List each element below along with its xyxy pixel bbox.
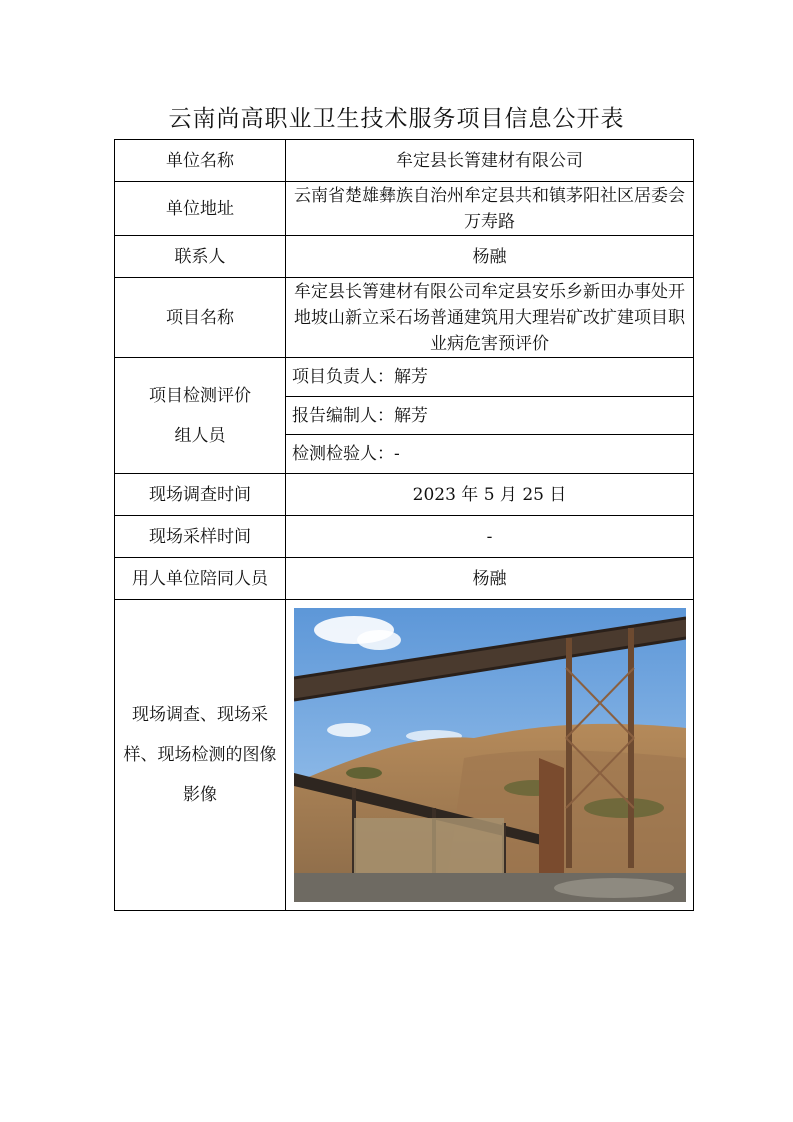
- unit-address-value: 云南省楚雄彝族自治州牟定县共和镇茅阳社区居委会万寿路: [286, 182, 694, 236]
- row-project-name: [115, 278, 694, 358]
- escort-value: 杨融: [286, 558, 694, 600]
- site-photo: [294, 608, 686, 902]
- project-name-value: 牟定县长箐建材有限公司牟定县安乐乡新田办事处开地坡山新立采石场普通建筑用大理岩矿改扩建项目职业病危害预评价: [286, 278, 694, 358]
- row-team-lead: [115, 358, 694, 397]
- project-name-label: 项目名称: [115, 278, 286, 358]
- team-label-line1: 项目检测评价: [149, 385, 251, 406]
- survey-time-value: 2023 年 5 月 25 日: [286, 474, 694, 516]
- images-label: 现场调查、现场采样、现场检测的图像影像: [115, 600, 286, 911]
- team-inspector: 检测检验人：-: [286, 435, 694, 474]
- row-sampling-time: [115, 516, 694, 558]
- team-lead: 项目负责人：解芳: [286, 358, 694, 397]
- row-unit-address: [115, 182, 694, 236]
- contact-label: 联系人: [115, 236, 286, 278]
- images-cell: [286, 600, 694, 911]
- team-writer: 报告编制人：解芳: [286, 397, 694, 435]
- row-unit-name: [115, 140, 694, 182]
- info-table: [114, 139, 694, 911]
- row-survey-time: [115, 474, 694, 516]
- row-escort: [115, 558, 694, 600]
- team-label-line2: 组人员: [174, 425, 226, 446]
- survey-time-label: 现场调查时间: [115, 474, 286, 516]
- sampling-time-label: 现场采样时间: [115, 516, 286, 558]
- unit-name-label: 单位名称: [115, 140, 286, 182]
- row-contact: [115, 236, 694, 278]
- row-images: [115, 600, 694, 911]
- unit-name-value: 牟定县长箐建材有限公司: [286, 140, 694, 182]
- escort-label: 用人单位陪同人员: [115, 558, 286, 600]
- unit-address-label: 单位地址: [115, 182, 286, 236]
- page-title: 云南尚高职业卫生技术服务项目信息公开表: [168, 106, 625, 132]
- sampling-time-value: -: [286, 516, 694, 558]
- team-label: [115, 358, 286, 474]
- contact-value: 杨融: [286, 236, 694, 278]
